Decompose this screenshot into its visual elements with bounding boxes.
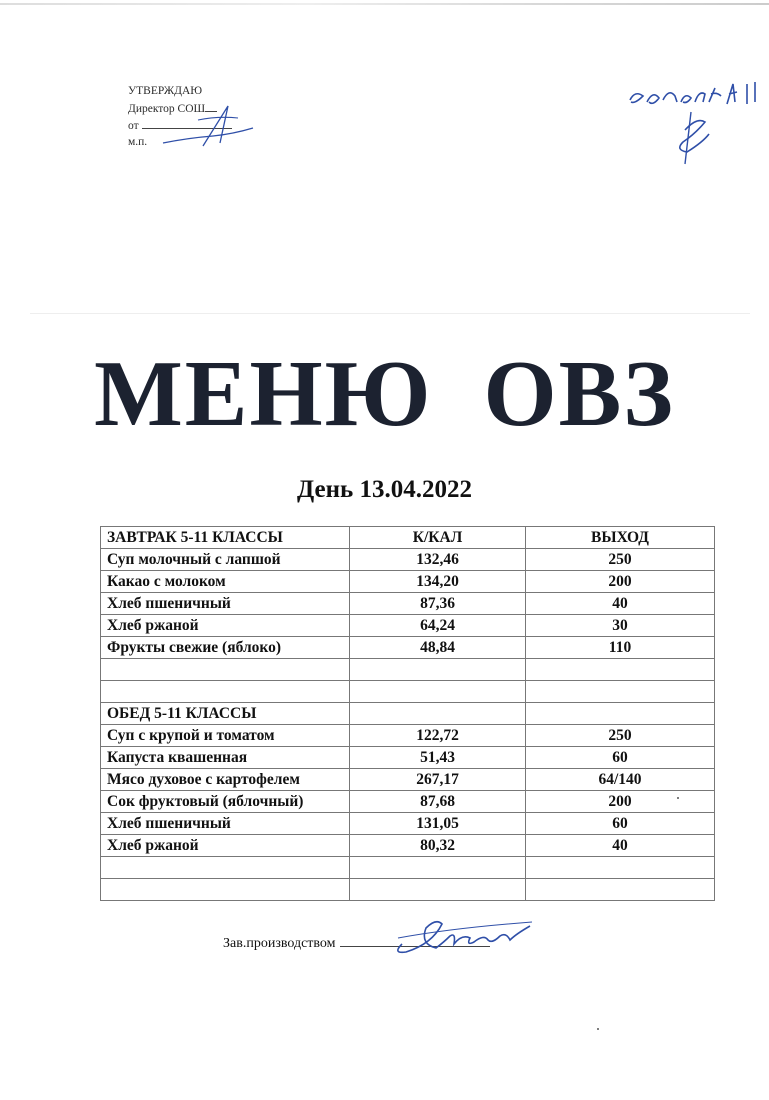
menu-table [100, 526, 715, 901]
table-row [101, 637, 715, 659]
portion-cell: 110 [526, 637, 715, 659]
empty-row [101, 879, 715, 901]
portion-cell [526, 703, 715, 725]
approve-seal: м.п. [128, 135, 148, 148]
kcal-cell: 87,68 [350, 791, 526, 813]
dish-name-cell [101, 681, 350, 703]
dish-name-cell: ЗАВТРАК 5-11 КЛАССЫ [101, 527, 350, 549]
portion-cell: ВЫХОД [526, 527, 715, 549]
kcal-cell: К/КАЛ [350, 527, 526, 549]
kcal-cell: 64,24 [350, 615, 526, 637]
dish-name-cell: Капуста квашенная [101, 747, 350, 769]
director-signature [158, 98, 258, 158]
kcal-cell: 80,32 [350, 835, 526, 857]
title-word-ovz: ОВЗ [483, 342, 675, 446]
portion-cell: 60 [526, 747, 715, 769]
table-row [101, 769, 715, 791]
kcal-cell: 132,46 [350, 549, 526, 571]
footer-label: Зав.производством [223, 936, 336, 951]
kcal-cell: 122,72 [350, 725, 526, 747]
scan-fold-line [30, 313, 750, 314]
kcal-cell [350, 857, 526, 879]
page-subtitle: День 13.04.2022 [297, 476, 472, 503]
portion-cell [526, 681, 715, 703]
portion-cell: 200 [526, 571, 715, 593]
kcal-cell [350, 703, 526, 725]
dish-name-cell: Мясо духовое с картофелем [101, 769, 350, 791]
dish-name-cell: Фрукты свежие (яблоко) [101, 637, 350, 659]
table-row [101, 549, 715, 571]
portion-cell: 40 [526, 593, 715, 615]
approve-director: Директор СОШ [128, 100, 232, 118]
kcal-cell: 87,36 [350, 593, 526, 615]
kcal-cell [350, 681, 526, 703]
dish-name-cell: Суп молочный с лапшой [101, 549, 350, 571]
portion-cell: 64/140 [526, 769, 715, 791]
empty-row [101, 681, 715, 703]
scan-edge-top [0, 3, 769, 5]
empty-row [101, 659, 715, 681]
approve-heading: УТВЕРЖДАЮ [128, 85, 203, 97]
dish-name-cell: Хлеб ржаной [101, 835, 350, 857]
dish-name-cell [101, 857, 350, 879]
portion-cell: 250 [526, 549, 715, 571]
kcal-cell: 134,20 [350, 571, 526, 593]
table-row [101, 813, 715, 835]
page-title [0, 340, 769, 448]
approve-date: от [128, 117, 232, 135]
portion-cell: 30 [526, 615, 715, 637]
portion-cell [526, 857, 715, 879]
table-row [101, 593, 715, 615]
handwritten-note [625, 72, 765, 172]
dish-name-cell: ОБЕД 5-11 КЛАССЫ [101, 703, 350, 725]
dish-name-cell: Хлеб пшеничный [101, 813, 350, 835]
title-word-menu: МЕНЮ [94, 342, 433, 446]
kcal-cell: 48,84 [350, 637, 526, 659]
table-row [101, 725, 715, 747]
lunch-header-row [101, 703, 715, 725]
dish-name-cell: Сок фруктовый (яблочный) [101, 791, 350, 813]
table-row [101, 747, 715, 769]
kcal-cell [350, 879, 526, 901]
dish-name-cell: Хлеб ржаной [101, 615, 350, 637]
kcal-cell: 267,17 [350, 769, 526, 791]
table-row [101, 791, 715, 813]
scan-dot [597, 1028, 599, 1030]
portion-cell [526, 879, 715, 901]
dish-name-cell [101, 879, 350, 901]
table-row [101, 571, 715, 593]
dish-name-cell: Хлеб пшеничный [101, 593, 350, 615]
dish-name-cell: Суп с крупой и томатом [101, 725, 350, 747]
table-row [101, 835, 715, 857]
portion-cell: 60 [526, 813, 715, 835]
kcal-cell: 131,05 [350, 813, 526, 835]
scan-dot [677, 797, 679, 799]
production-manager-signature [392, 914, 542, 960]
dish-name-cell [101, 659, 350, 681]
portion-cell: 40 [526, 835, 715, 857]
kcal-cell: 51,43 [350, 747, 526, 769]
table-row [101, 615, 715, 637]
portion-cell [526, 659, 715, 681]
dish-name-cell: Какао с молоком [101, 571, 350, 593]
portion-cell: 200 [526, 791, 715, 813]
portion-cell: 250 [526, 725, 715, 747]
kcal-cell [350, 659, 526, 681]
empty-row [101, 857, 715, 879]
table-header-row [101, 527, 715, 549]
